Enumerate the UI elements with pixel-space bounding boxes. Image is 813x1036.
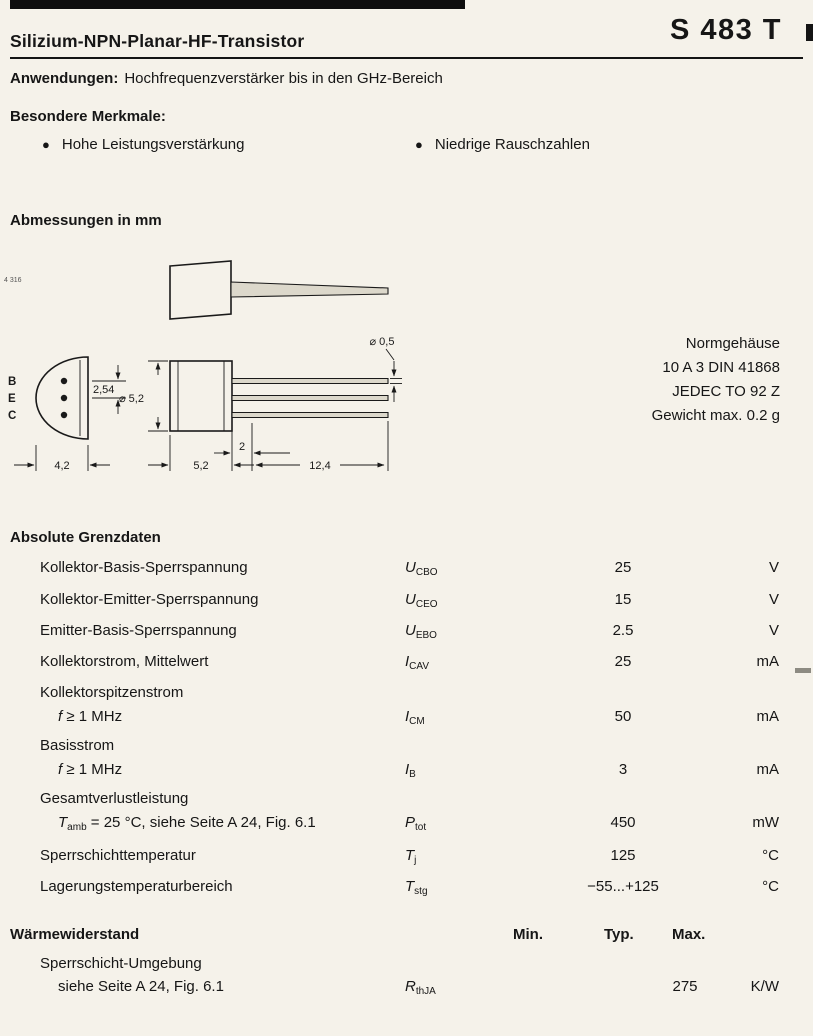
table-row bbox=[10, 682, 803, 729]
thermal-row-symbol: $R_{thJA}$ bbox=[405, 978, 436, 997]
bullet-icon: ● bbox=[415, 137, 423, 152]
part-number: S 483 T bbox=[669, 14, 782, 46]
thermal-row-max-value: 275 bbox=[672, 978, 698, 995]
row-symbol: $T_{stg}$ bbox=[405, 878, 428, 897]
row-unit: V bbox=[768, 622, 779, 639]
row-value: 25 bbox=[614, 559, 632, 576]
row-symbol: $U_{CEO}$ bbox=[405, 591, 438, 610]
dim-body-diameter: ⌀ 5,2 bbox=[119, 393, 144, 405]
feature-item bbox=[42, 136, 244, 153]
scan-artifact-edge-mark bbox=[806, 24, 813, 41]
row-value: 15 bbox=[614, 591, 632, 608]
features-heading: Besondere Merkmale: bbox=[10, 108, 166, 125]
row-symbol: $I_{CM}$ bbox=[405, 708, 425, 727]
scan-artifact-top-bar bbox=[10, 0, 465, 9]
feature-label: Hohe Leistungsverstärkung bbox=[61, 136, 245, 153]
row-label: Kollektorstrom, Mittelwert bbox=[40, 653, 209, 670]
table-row bbox=[10, 735, 803, 782]
bullet-icon: ● bbox=[42, 137, 50, 152]
column-header-max: Max. bbox=[672, 926, 706, 943]
row-unit: °C bbox=[762, 847, 779, 864]
table-row bbox=[10, 588, 803, 612]
row-label: Kollektor-Basis-Sperrspannung bbox=[40, 559, 248, 576]
package-drawing bbox=[0, 253, 440, 488]
header-divider bbox=[10, 57, 803, 59]
dim-lead-offset: 2 bbox=[238, 441, 246, 453]
thermal-row-unit: K/W bbox=[750, 978, 779, 995]
row-label: Emitter-Basis-Sperrspannung bbox=[40, 622, 237, 639]
applications-label: Anwendungen: bbox=[10, 70, 119, 87]
row-label: Basisstrom f ≥ 1 MHz bbox=[10, 734, 395, 782]
row-label: Kollektor-Emitter-Sperrspannung bbox=[40, 591, 259, 608]
limits-heading: Absolute Grenzdaten bbox=[10, 529, 161, 546]
row-unit: °C bbox=[762, 878, 779, 895]
row-symbol: $I_B$ bbox=[405, 761, 416, 780]
row-value: 2.5 bbox=[612, 622, 634, 639]
row-symbol: $U_{CBO}$ bbox=[405, 559, 438, 578]
row-label: Kollektorspitzenstrom f ≥ 1 MHz bbox=[10, 681, 395, 729]
column-header-typ: Typ. bbox=[604, 926, 634, 943]
table-row bbox=[10, 788, 803, 835]
row-condition: f ≥ 1 MHz bbox=[58, 761, 123, 778]
table-row bbox=[10, 650, 803, 674]
package-pin-view bbox=[36, 357, 88, 439]
row-label: Sperrschichttemperatur bbox=[40, 847, 196, 864]
dimensions-heading: Abmessungen in mm bbox=[10, 212, 162, 229]
dim-lead-length: 12,4 bbox=[309, 460, 331, 472]
row-value: −55...+125 bbox=[587, 878, 659, 895]
package-info-line: 10 A 3 DIN 41868 bbox=[662, 359, 780, 376]
row-unit: mA bbox=[756, 708, 779, 725]
row-condition: $T_{amb} = 25$ °C, siehe Seite A 24, Fig. 6.1 bbox=[58, 814, 316, 833]
package-info-line: Gewicht max. 0.2 g bbox=[651, 407, 780, 424]
table-row bbox=[10, 875, 803, 899]
row-symbol: $T_j$ bbox=[405, 847, 417, 866]
row-value: 3 bbox=[618, 761, 628, 778]
package-info-line: Normgehäuse bbox=[685, 335, 780, 352]
thermal-heading: Wärmewiderstand bbox=[10, 926, 140, 943]
row-unit: mA bbox=[756, 653, 779, 670]
feature-label: Niedrige Rauschzahlen bbox=[434, 136, 590, 153]
package-front-view bbox=[170, 361, 388, 431]
package-side-view bbox=[170, 261, 388, 319]
row-label: Lagerungstemperaturbereich bbox=[40, 878, 233, 895]
column-header-min: Min. bbox=[513, 926, 543, 943]
package-info-line: JEDEC TO 92 Z bbox=[672, 383, 780, 400]
row-unit: mA bbox=[756, 761, 779, 778]
dim-body-width: 5,2 bbox=[193, 460, 209, 472]
figure-note: 4 316 bbox=[4, 277, 22, 284]
row-label: Gesamtverlustleistung $T_{amb} = 25$ °C, siehe Seite A 24, Fig. 6.1 bbox=[10, 787, 395, 835]
package-info-block bbox=[500, 332, 780, 428]
row-unit: V bbox=[768, 591, 779, 608]
dim-lead-diameter: ⌀ 0,5 bbox=[369, 336, 395, 348]
pin-labels bbox=[8, 376, 16, 422]
dimension-lines bbox=[14, 336, 402, 472]
row-unit: mW bbox=[752, 814, 779, 831]
row-condition: f ≥ 1 MHz bbox=[58, 708, 123, 725]
row-value: 125 bbox=[610, 847, 636, 864]
dim-body-depth: 4,2 bbox=[54, 460, 70, 472]
row-symbol: $P_{tot}$ bbox=[405, 814, 427, 833]
row-value: 50 bbox=[614, 708, 632, 725]
row-unit: V bbox=[768, 559, 779, 576]
applications-line bbox=[10, 70, 443, 87]
applications-text: Hochfrequenzverstärker bis in den GHz-Bereich bbox=[124, 70, 443, 87]
dim-pin-pitch: 2,54 bbox=[93, 384, 115, 396]
table-row bbox=[10, 619, 803, 643]
row-value: 25 bbox=[614, 653, 632, 670]
row-symbol: $I_{CAV}$ bbox=[405, 653, 429, 672]
thermal-row-label: Sperrschicht-Umgebung bbox=[40, 955, 202, 972]
feature-item bbox=[415, 136, 590, 153]
page-title: Silizium-NPN-Planar-HF-Transistor bbox=[10, 31, 305, 51]
pin-label-c: C bbox=[8, 410, 17, 422]
thermal-row-condition: siehe Seite A 24, Fig. 6.1 bbox=[58, 978, 224, 995]
row-symbol: $U_{EBO}$ bbox=[405, 622, 437, 641]
table-row bbox=[10, 844, 803, 868]
table-row bbox=[10, 556, 803, 580]
row-value: 450 bbox=[610, 814, 636, 831]
pin-label-b: B bbox=[8, 376, 17, 388]
pin-label-e: E bbox=[8, 393, 16, 405]
